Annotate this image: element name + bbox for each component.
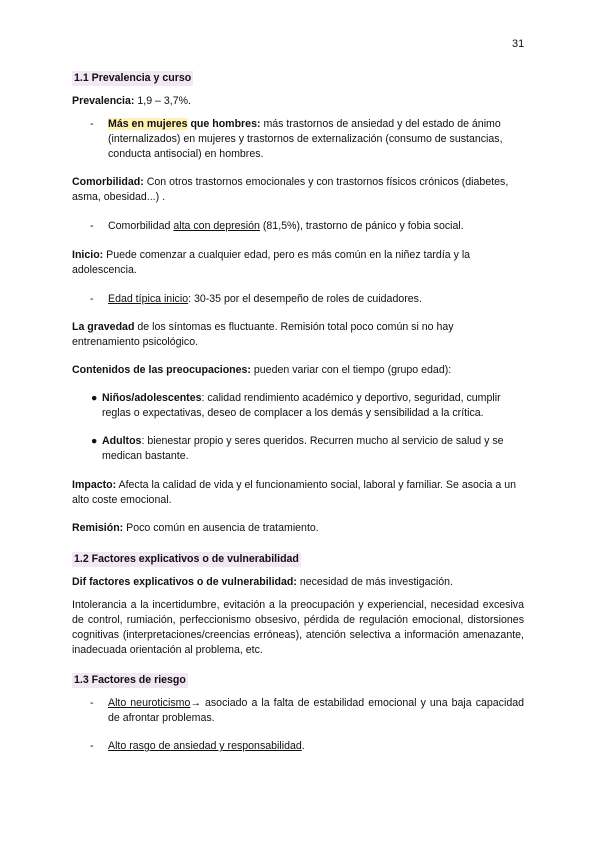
bullet-icon: ●: [91, 392, 98, 404]
section-heading-factores-riesgo: 1.3 Factores de riesgo: [74, 674, 186, 686]
section-heading-prevalencia: 1.1 Prevalencia y curso: [74, 72, 192, 84]
page-number: 31: [512, 38, 525, 50]
bullet-item-ninos: Niños/adolescentes: calidad rendimiento académico y deportivo, seguridad, cumplir reglas o expectativas, deseo de complacer a los demás y sensibilidad a la crítica.: [102, 392, 501, 419]
dash-marker: -: [90, 697, 94, 709]
section-heading-factores-explicativos: 1.2 Factores explicativos o de vulnerabilidad: [74, 553, 299, 565]
dash-marker: -: [90, 118, 94, 130]
dif-factores-line: Dif factores explicativos o de vulnerabilidad: necesidad de más investigación.: [72, 576, 453, 588]
dash-marker: -: [90, 740, 94, 752]
bullet-icon: ●: [91, 435, 98, 447]
contenidos-paragraph: Contenidos de las preocupaciones: pueden variar con el tiempo (grupo edad):: [72, 364, 452, 376]
prevalencia-line: Prevalencia: 1,9 – 3,7%.: [72, 95, 191, 107]
comorbilidad-paragraph: Comorbilidad: Con otros trastornos emocionales y con trastornos físicos crónicos (diabetes, asma, obesidad...) .: [72, 176, 509, 203]
dash-marker: -: [90, 293, 94, 305]
remision-paragraph: Remisión: Poco común en ausencia de tratamiento.: [72, 522, 319, 534]
gravedad-paragraph: La gravedad de los síntomas es fluctuante. Remisión total poco común si no hay entrenamiento psicológico.: [72, 321, 454, 348]
list-item-mujeres: Más en mujeres que hombres: más trastornos de ansiedad y del estado de ánimo (internalizados) en mujeres y trastornos de externalización (consumo de sustancias, conducta antisocial) en hombres.: [108, 118, 503, 160]
inicio-paragraph: Inicio: Puede comenzar a cualquier edad, pero es más común en la niñez tardía y la adolescencia.: [72, 249, 471, 276]
list-item-comorbilidad-depresion: Comorbilidad alta con depresión (81,5%), trastorno de pánico y fobia social.: [108, 220, 464, 232]
list-item-neuroticismo: Alto neuroticismo→ asociado a la falta de estabilidad emocional y una baja capacidad de afrontar problemas.: [108, 697, 524, 724]
bullet-item-adultos: Adultos: bienestar propio y seres queridos. Recurren mucho al servicio de salud y se medican bastante.: [102, 435, 504, 462]
factores-paragraph: Intolerancia a la incertidumbre, evitación a la preocupación y experiencial, necesidad excesiva de control, rumiación, perfeccionismo obsesivo, pérdida de regulación emocional, distorsiones cognitivas (interpretaciones/creencias erróneas), atención selectiva a información amenazante, inadecuada orientación al problema, etc.: [72, 599, 524, 656]
dash-marker: -: [90, 220, 94, 232]
list-item-edad-inicio: Edad típica inicio: 30-35 por el desempeño de roles de cuidadores.: [108, 293, 422, 305]
list-item-rasgo-ansiedad: Alto rasgo de ansiedad y responsabilidad.: [108, 740, 305, 752]
impacto-paragraph: Impacto: Afecta la calidad de vida y el funcionamiento social, laboral y familiar. Se asocia a un alto coste emocional.: [72, 479, 517, 506]
